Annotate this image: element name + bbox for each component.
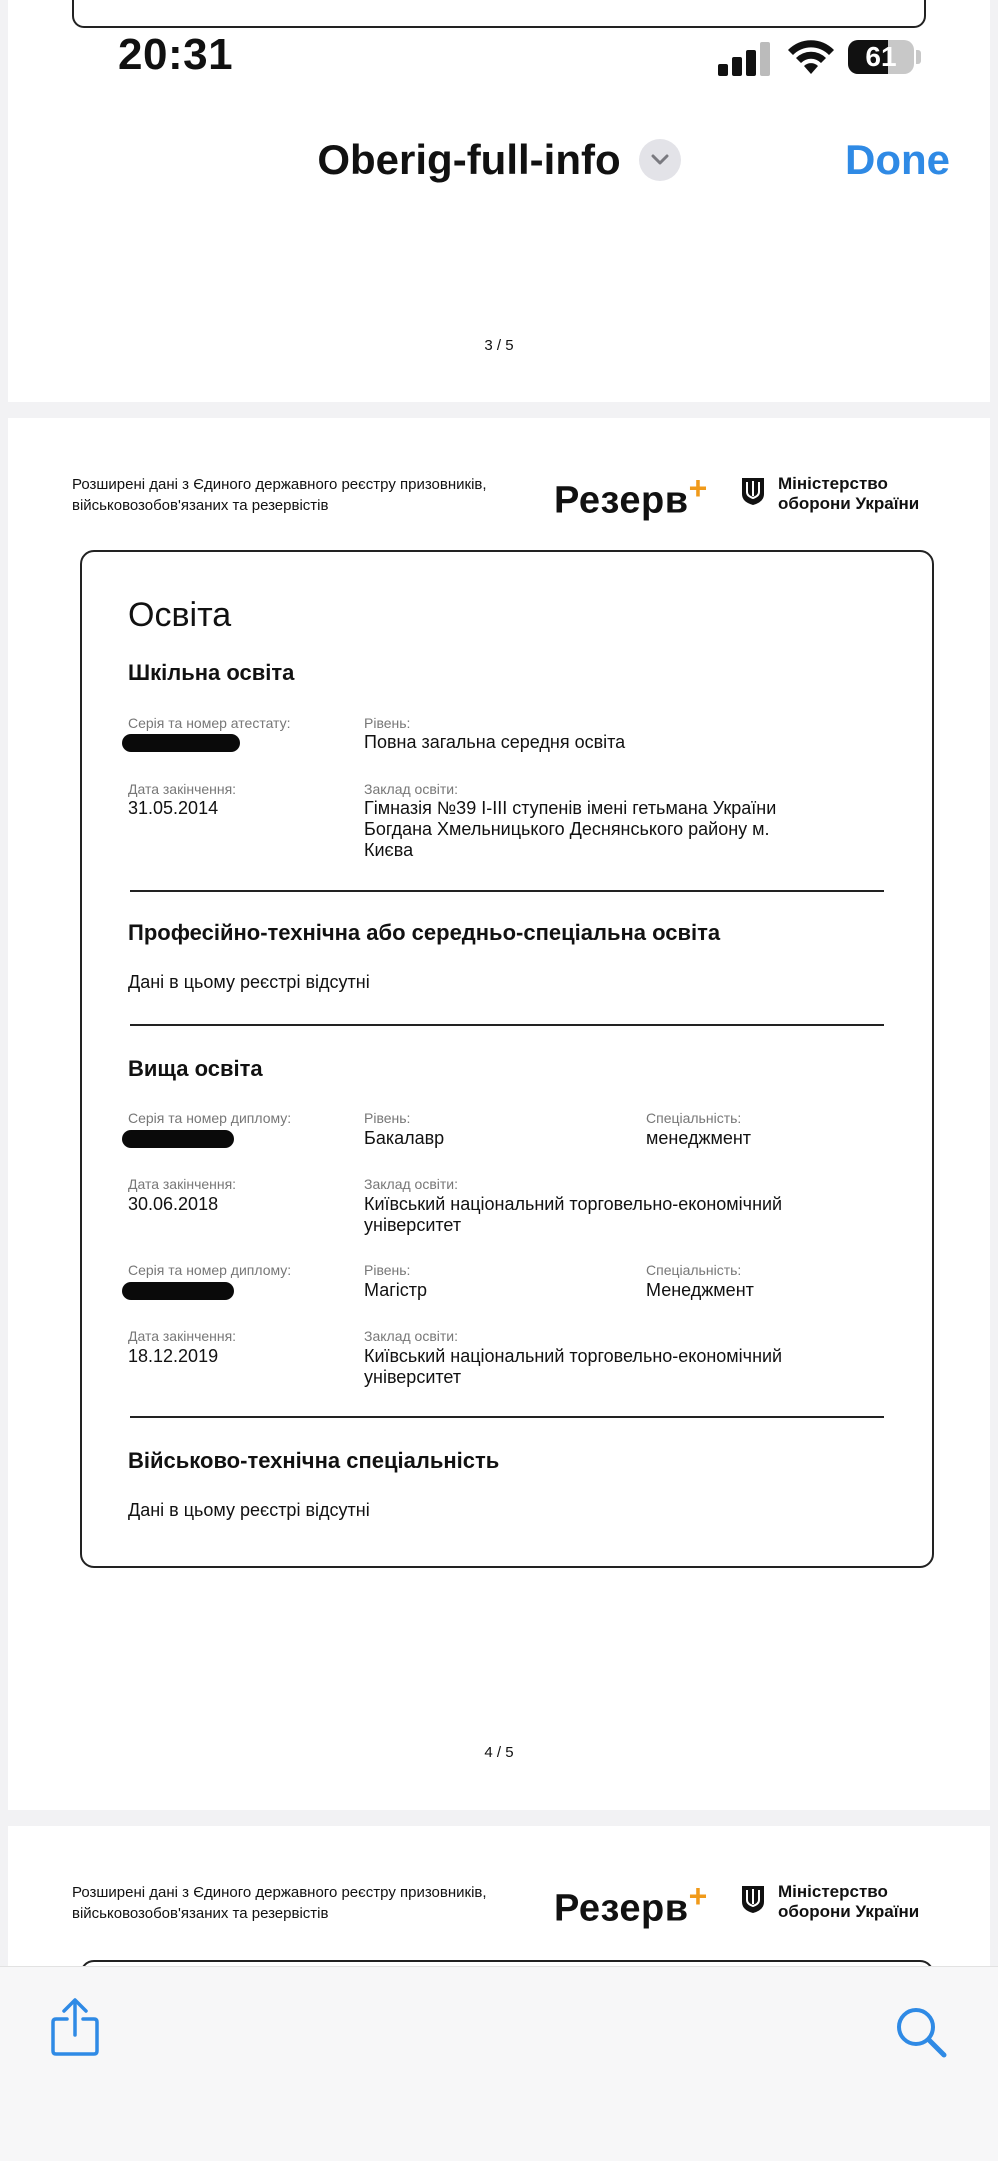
diploma-grad-label: Дата закінчення: bbox=[128, 1328, 237, 1344]
diploma-inst-line2: університет bbox=[364, 1367, 462, 1387]
chevron-down-icon[interactable] bbox=[639, 139, 681, 181]
previous-page-card-edge bbox=[72, 0, 926, 28]
done-button[interactable]: Done bbox=[845, 136, 950, 183]
document-title[interactable]: Oberig-full-info bbox=[317, 136, 621, 183]
diploma-spec-value: Менеджмент bbox=[646, 1280, 754, 1300]
diploma-label: Серія та номер диплому: bbox=[128, 1262, 292, 1278]
diploma-level-label: Рівень: bbox=[364, 1110, 411, 1126]
school-grad-label: Дата закінчення: bbox=[128, 781, 237, 797]
section-divider bbox=[130, 1024, 884, 1026]
reserve-logo bbox=[554, 1878, 708, 1931]
registry-header bbox=[72, 474, 487, 516]
trident-icon bbox=[740, 1884, 766, 1919]
diploma-inst-label: Заклад освіти: bbox=[364, 1176, 458, 1192]
wifi-icon bbox=[786, 38, 836, 81]
redaction-mark bbox=[122, 734, 240, 752]
redaction-mark bbox=[122, 1130, 234, 1148]
search-icon[interactable] bbox=[894, 2005, 948, 2064]
certificate-label: Серія та номер атестату: bbox=[128, 715, 291, 731]
share-icon[interactable] bbox=[50, 1997, 100, 2062]
page-number-previous: 3 / 5 bbox=[484, 337, 514, 354]
ministry-line1: Міністерство bbox=[778, 1882, 888, 1901]
registry-header-line1: Розширені дані з Єдиного державного реєстру призовників, bbox=[72, 1884, 487, 1901]
section-divider bbox=[130, 1416, 884, 1418]
school-inst-line1: Гімназія №39 І-ІІІ ступенів імені гетьмана України bbox=[364, 798, 777, 818]
school-inst-line2: Богдана Хмельницького Деснянського району м. bbox=[364, 819, 770, 839]
battery-icon bbox=[848, 40, 914, 74]
battery-level: 61 bbox=[865, 41, 897, 72]
bottom-toolbar bbox=[0, 1966, 998, 2161]
reserve-logo-plus: + bbox=[688, 1878, 708, 1914]
registry-header-line2: військовозобов'язаних та резервістів bbox=[72, 1905, 329, 1922]
trident-icon bbox=[740, 476, 766, 511]
military-heading: Військово-технічна спеціальність bbox=[128, 1448, 500, 1473]
battery-nub bbox=[916, 50, 921, 64]
diploma-spec-label: Спеціальність: bbox=[646, 1110, 742, 1126]
vocational-empty: Дані в цьому реєстрі відсутні bbox=[128, 972, 370, 992]
school-inst-line3: Києва bbox=[364, 840, 414, 860]
diploma-spec-label: Спеціальність: bbox=[646, 1262, 742, 1278]
section-divider bbox=[130, 890, 884, 892]
diploma-spec-value: менеджмент bbox=[646, 1128, 752, 1148]
reserve-logo-text: Резерв bbox=[554, 479, 689, 522]
diploma-inst-line1: Київський національний торговельно-економічний bbox=[364, 1346, 783, 1366]
higher-heading: Вища освіта bbox=[128, 1056, 263, 1081]
diploma-inst-value bbox=[364, 1194, 782, 1236]
diploma-inst-line2: університет bbox=[364, 1215, 462, 1235]
diploma-inst-label: Заклад освіти: bbox=[364, 1328, 458, 1344]
vocational-heading: Професійно-технічна або середньо-спеціальна освіта bbox=[128, 920, 721, 945]
ministry-line2: оборони України bbox=[778, 1902, 920, 1921]
reserve-logo-plus: + bbox=[688, 470, 708, 506]
ministry-line1: Міністерство bbox=[778, 474, 888, 493]
pdf-page-4 bbox=[8, 418, 990, 1810]
status-time: 20:31 bbox=[118, 30, 234, 79]
diploma-inst-line1: Київський національний торговельно-економічний bbox=[364, 1194, 783, 1214]
school-heading: Шкільна освіта bbox=[128, 660, 295, 685]
diploma-level-value: Магістр bbox=[364, 1280, 428, 1300]
school-inst-label: Заклад освіти: bbox=[364, 781, 458, 797]
diploma-level-label: Рівень: bbox=[364, 1262, 411, 1278]
diploma-label: Серія та номер диплому: bbox=[128, 1110, 292, 1126]
diploma-grad-label: Дата закінчення: bbox=[128, 1176, 237, 1192]
education-title: Освіта bbox=[128, 596, 232, 634]
pdf-page-5 bbox=[8, 1826, 990, 1986]
ministry-label bbox=[778, 474, 919, 514]
diploma-level-value: Бакалавр bbox=[364, 1128, 445, 1148]
school-level-value: Повна загальна середня освіта bbox=[364, 732, 626, 752]
registry-header-line1: Розширені дані з Єдиного державного реєстру призовників, bbox=[72, 476, 487, 493]
reserve-logo-text: Резерв bbox=[554, 1887, 689, 1930]
school-grad-value: 31.05.2014 bbox=[128, 798, 219, 818]
registry-header-line2: військовозобов'язаних та резервістів bbox=[72, 497, 329, 514]
page-number-current: 4 / 5 bbox=[484, 1744, 514, 1761]
military-empty: Дані в цьому реєстрі відсутні bbox=[128, 1500, 370, 1520]
redaction-mark bbox=[122, 1282, 234, 1300]
ministry-label bbox=[778, 1882, 919, 1922]
school-level-label: Рівень: bbox=[364, 715, 411, 731]
ministry-line2: оборони України bbox=[778, 494, 920, 513]
cellular-signal-icon bbox=[718, 40, 778, 76]
diploma-inst-value bbox=[364, 1346, 782, 1388]
reserve-logo bbox=[554, 470, 708, 523]
diploma-grad-value: 30.06.2018 bbox=[128, 1194, 219, 1214]
school-inst-value bbox=[364, 798, 776, 861]
registry-header bbox=[72, 1882, 487, 1924]
education-card bbox=[80, 550, 934, 1568]
diploma-grad-value: 18.12.2019 bbox=[128, 1346, 219, 1366]
